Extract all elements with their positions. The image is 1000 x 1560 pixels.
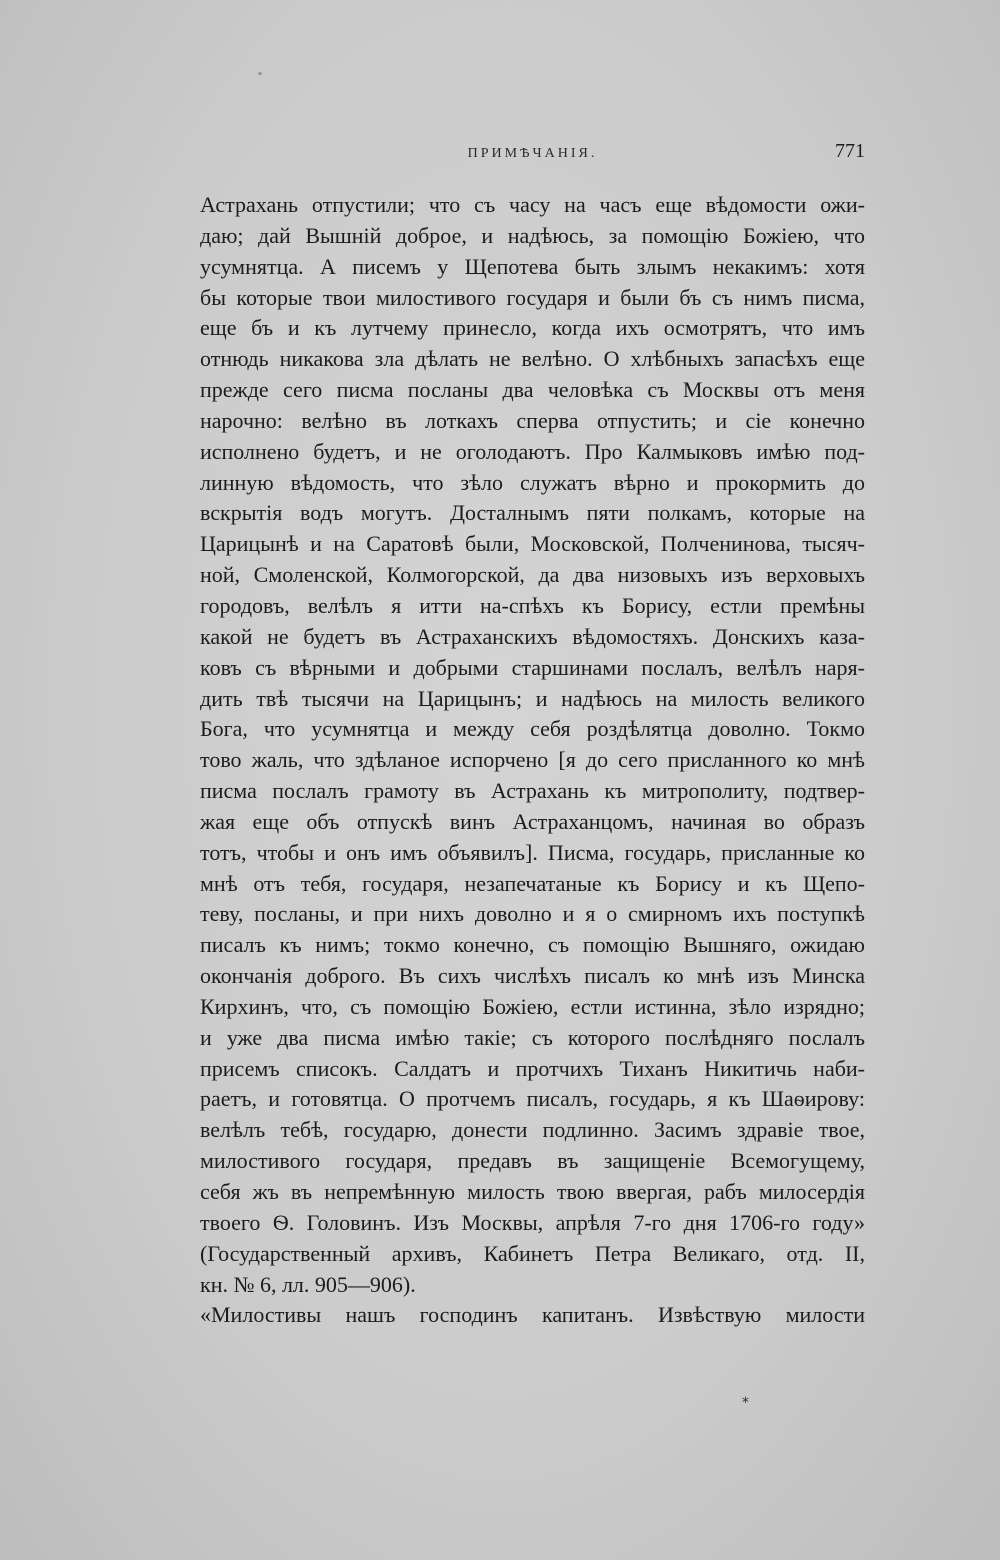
text-line: нарочно: велѣно въ лоткахъ сперва отпустить; и сіе конечно bbox=[200, 407, 865, 433]
body-text bbox=[200, 190, 865, 1331]
text-line: городовъ, велѣлъ я итти на-спѣхъ къ Борису, естли премѣны bbox=[200, 592, 865, 618]
text-line: теву, посланы, и при нихъ доволно и я о смирномъ ихъ поступкѣ bbox=[200, 901, 865, 927]
text-line: какой не будетъ въ Астраханскихъ вѣдомостяхъ. Донскихъ каза- bbox=[200, 623, 865, 649]
text-line: твоего Ѳ. Головинъ. Изъ Москвы, апрѣля 7-го дня 1706-го году» bbox=[200, 1209, 865, 1235]
text-line: окончанія доброго. Въ сихъ числѣхъ писалъ ко мнѣ изъ Минска bbox=[200, 963, 865, 989]
text-line: тово жаль, что здѣланое испорчено [я до сего присланного ко мнѣ bbox=[200, 747, 865, 773]
page-number: 771 bbox=[835, 140, 865, 162]
text-line: ной, Смоленской, Колмогорской, да два низовыхъ изъ верховыхъ bbox=[200, 562, 865, 588]
text-line: бы которые твои милостивого государя и были бъ съ нимъ писма, bbox=[200, 284, 865, 310]
text-line: усумнятца. А писемъ у Щепотева быть злымъ некакимъ: хотя bbox=[200, 253, 865, 279]
text-line: (Государственный архивъ, Кабинетъ Петра Великаго, отд. II, bbox=[200, 1240, 865, 1266]
text-line: и уже два писма имѣю такіе; съ которого послѣдняго послалъ bbox=[200, 1024, 865, 1050]
text-line: милостивого государя, предавъ въ защищеніе Всемогущему, bbox=[200, 1148, 865, 1174]
text-line: еще бъ и къ лутчему принесло, когда ихъ осмотрятъ, что имъ bbox=[200, 315, 865, 341]
text-line: писма послалъ грамоту въ Астрахань къ митрополиту, подтвер- bbox=[200, 778, 865, 804]
text-line: присемъ списокъ. Салдатъ и протчихъ Тиханъ Никитичь наби- bbox=[200, 1055, 865, 1081]
text-line: отнюдь никакова зла дѣлать не велѣно. О хлѣбныхъ запасѣхъ еще bbox=[200, 346, 865, 372]
text-line: мнѣ отъ тебя, государя, незапечатаные къ Борису и къ Щепо- bbox=[200, 870, 865, 896]
paper-speck bbox=[258, 72, 262, 75]
running-head: ПРИМѢЧАНІЯ. bbox=[467, 146, 598, 161]
text-line: даю; дай Вышній доброе, и надѣюсь, за помощію Божіею, что bbox=[200, 222, 865, 248]
text-line: велѣлъ тебѣ, государю, донести подлинно. Засимъ здравіе твое, bbox=[200, 1117, 865, 1143]
text-line: вскрытія водъ могутъ. Досталнымъ пяти полкамъ, которые на bbox=[200, 500, 865, 526]
text-line: жая еще объ отпускѣ винъ Астраханцомъ, начиная во образъ bbox=[200, 808, 865, 834]
text-line: «Милостивы нашъ господинъ капитанъ. Извѣствую милости bbox=[200, 1302, 865, 1328]
text-line: дить твѣ тысячи на Царицынъ; и надѣюсь на милость великого bbox=[200, 685, 865, 711]
text-line: линную вѣдомость, что зѣло служатъ вѣрно и прокормить до bbox=[200, 469, 865, 495]
text-line: раетъ, и готовятца. О протчемъ писалъ, государь, я къ Шаѳирову: bbox=[200, 1086, 865, 1112]
signature-mark: * bbox=[742, 1395, 749, 1411]
text-line: писалъ къ нимъ; токмо конечно, съ помощію Вышняго, ожидаю bbox=[200, 932, 865, 958]
text-line: исполнено будетъ, и не оголодаютъ. Про Калмыковъ имѣю под- bbox=[200, 438, 865, 464]
text-line: Царицынѣ и на Саратовѣ были, Московской, Полченинова, тысяч- bbox=[200, 531, 865, 557]
text-line: себя жъ въ непремѣнную милость твою ввергая, рабъ милосердія bbox=[200, 1179, 865, 1204]
page-header bbox=[200, 140, 865, 170]
text-line: прежде сего писма посланы два человѣка съ Москвы отъ меня bbox=[200, 377, 865, 403]
text-line: Бога, что усумнятца и между себя роздѣлятца доволно. Токмо bbox=[200, 716, 865, 742]
text-line: Астрахань отпустили; что съ часу на часъ еще вѣдомости ожи- bbox=[200, 192, 865, 217]
text-line: кн. № 6, лл. 905—906). bbox=[200, 1271, 416, 1297]
text-line: Кирхинъ, что, съ помощію Божіею, естли истинна, зѣло изрядно; bbox=[200, 993, 865, 1019]
text-line: ковъ съ вѣрными и добрыми старшинами послалъ, велѣлъ наря- bbox=[200, 654, 865, 680]
text-line: тотъ, чтобы и онъ имъ объявилъ]. Писма, государь, присланные ко bbox=[200, 839, 865, 865]
